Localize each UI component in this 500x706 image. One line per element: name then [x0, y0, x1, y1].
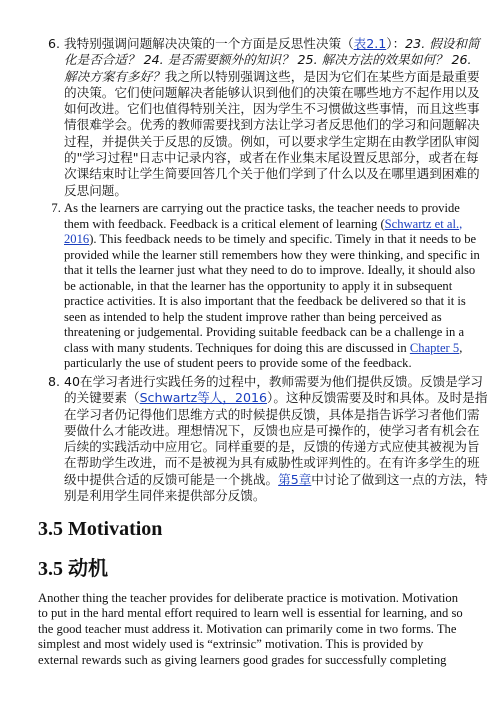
numbered-list [38, 36, 488, 506]
chapter-5-link[interactable]: Chapter 5 [409, 340, 460, 355]
item6-text-a: 我特别强调问题解决决策的一个方面是反思性决策（ [64, 36, 354, 51]
item7-text-b: ). This feedback needs to be timely and specific. Timely in that it needs to be provided while the learner still remembers how they were thinking, and specific in that it tells the learner just what they need to do to improve. Ideally, it should also be actionable, in that the learner has the opportunity to apply it in subsequent practice activities. It is also important that the feedback be delivered so that it is seen as intended to help the student improve rather than being perceived as threatening or judgemental. Providing suitable feedback can be a challenge in a class with many students. Techniques for doing this are discussed in [64, 232, 480, 355]
item6-italic-questions: 23. 假设和简化是否合适？ 24. 是否需要额外的知识？ 25. 解决方法的效果如何？ 26. 解决方案有多好？ [64, 36, 480, 84]
item8-text-a: 40在学习者进行实践任务的过程中，教师需要为他们提供反馈。反馈是学习的关键要素（ [64, 373, 484, 406]
table-2-1-link[interactable]: 表2.1 [353, 36, 387, 51]
section-title-en: Motivation [68, 518, 163, 540]
schwartz-citation-link[interactable]: Schwartz et al., 2016 [64, 216, 463, 247]
item8-text-b: ）。这种反馈需要及时和具体。及时是指在学习者仍记得他们思维方式的时候提供反馈，具体是指告诉学习者他们需要做什么才能改进。理想情况下，反馈也应是可操作的，使学习者有机会在后续的实践活动中应用它。同样重要的是，反馈的传递方式应使其被视为旨在帮助学生改进，而不是被视为具有威胁性或评判性的。在有许多学生的班级中提供合适的反馈可能是一个挑战。 [64, 390, 488, 487]
section-number-zh: 3.5 [38, 558, 63, 580]
item7-text-c: , particularly the use of student peers to provide some of the feedback. [64, 340, 463, 371]
item8-text-c: 中讨论了做到这一点的方法，特别是利用学生同伴来提供部分反馈。 [64, 471, 488, 504]
section-heading-en [38, 518, 162, 541]
item6-text-b: ）： [386, 36, 406, 51]
chapter-5-link-zh[interactable]: 第5章 [278, 471, 312, 487]
section-heading-zh [38, 552, 108, 581]
list-item-7 [64, 201, 488, 372]
schwartz-citation-link-zh[interactable]: Schwartz等人，2016 [139, 390, 268, 406]
list-item-8 [64, 374, 488, 504]
section-title-zh: 动机 [68, 556, 108, 580]
list-item-6 [64, 36, 488, 199]
body-paragraph: Another thing the teacher provides for deliberate practice is motivation. Motivation to put in the hard mental effort required to learn well is essential for learning, and so the good teacher must address it. Motivation can primarily come in two forms. The simplest and most widely used is “extrinsic” motivation. This is provided by external rewards such as giving learners good grades for successfully completing [38, 591, 463, 667]
item7-text-a: As the learners are carrying out the practice tasks, the teacher needs to provide them with feedback. Feedback is a critical element of learning ( [64, 200, 460, 231]
section-number-en: 3.5 [38, 518, 63, 540]
item6-text-c: 我之所以特别强调这些，是因为它们在某些方面是最重要的决策。它们使问题解决者能够认识到他们的决策在哪些地方不起作用以及如何改进。它们也值得特别关注，因为学生不习惯做这些事情，而且这些事情很难学会。优秀的教师需要找到方法让学习者反思他们的学习和问题解决过程，并提供关于反思的反馈。例如，可以要求学生定期在由教学团队审阅的"学习过程"日志中记录内容，或者在作业集末尾设置反思部分，或者在每次课结束时让学生简要回答几个关于他们学到了什么以及在哪里遇到困难的反思问题。 [64, 68, 480, 198]
